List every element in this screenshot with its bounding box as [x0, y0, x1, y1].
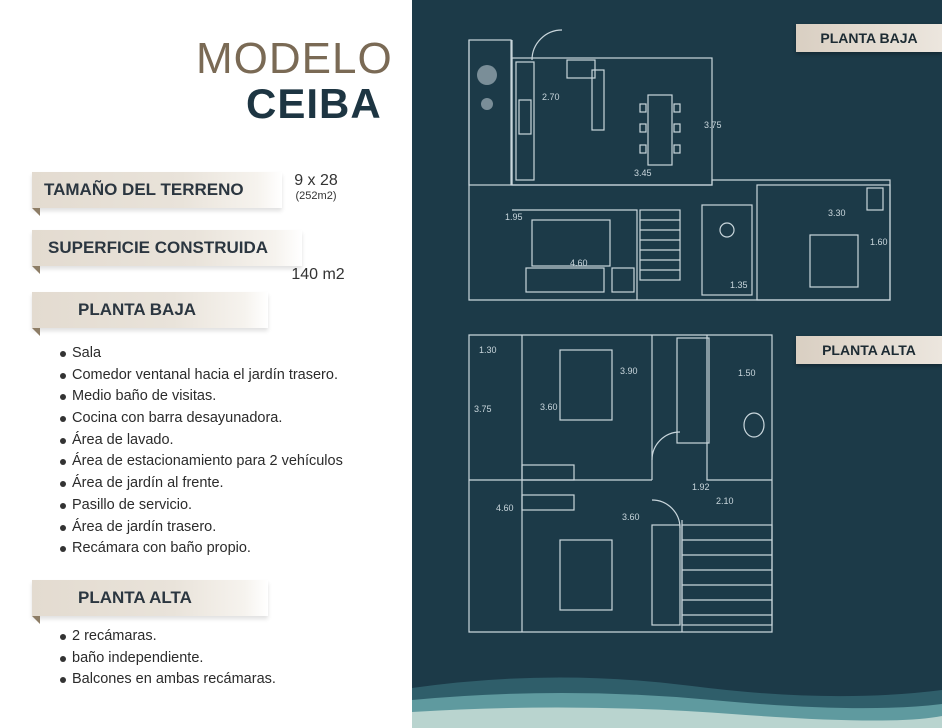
- list-item: Balcones en ambas recámaras.: [58, 669, 276, 691]
- dim-label: 1.92: [692, 482, 710, 492]
- upper-floor-list: [58, 626, 276, 691]
- dim-label: 1.60: [870, 237, 888, 247]
- desk: [867, 188, 883, 210]
- built-area-label-text: SUPERFICIE CONSTRUIDA: [48, 238, 269, 257]
- upper-toilet: [744, 413, 764, 437]
- dim-label: 1.30: [479, 345, 497, 355]
- list-item: Comedor ventanal hacia el jardín trasero.: [58, 365, 343, 387]
- list-item: Medio baño de visitas.: [58, 386, 343, 408]
- toilet: [720, 223, 734, 237]
- plant-icon: [481, 98, 493, 110]
- bed-3: [560, 350, 612, 420]
- list-item: Área de estacionamiento para 2 vehículos: [58, 451, 343, 473]
- ground-floor-heading: [32, 292, 268, 328]
- dim-label: 3.60: [622, 512, 640, 522]
- list-item: Área de lavado.: [58, 430, 343, 452]
- list-item: Área de jardín al frente.: [58, 473, 343, 495]
- kitchen-dining-area: [512, 58, 712, 185]
- dim-label: 4.60: [496, 503, 514, 513]
- closet: [677, 338, 709, 443]
- plant-icon: [477, 65, 497, 85]
- living-wall: [512, 210, 637, 300]
- floor-plans-drawing: [412, 0, 942, 728]
- upper-closet: [652, 525, 680, 625]
- ground-floor-tag: PLANTA BAJA: [796, 24, 942, 52]
- dim-label: 2.70: [542, 92, 560, 102]
- list-item: baño independiente.: [58, 648, 276, 670]
- upper-floor-heading-text: PLANTA ALTA: [78, 588, 192, 607]
- stove: [567, 60, 595, 78]
- dim-label: 1.50: [738, 368, 756, 378]
- list-item: 2 recámaras.: [58, 626, 276, 648]
- lot-size-label-text: TAMAÑO DEL TERRENO: [44, 180, 244, 199]
- model-title-line1: MODELO: [196, 34, 393, 83]
- list-item: Pasillo de servicio.: [58, 495, 343, 517]
- dim-label: 1.95: [505, 212, 523, 222]
- lot-size-value: [276, 172, 356, 202]
- breakfast-bar: [592, 70, 604, 130]
- dim-label: 3.75: [474, 404, 492, 414]
- built-area-value: 140 m2: [291, 266, 345, 283]
- dim-label: 2.10: [716, 496, 734, 506]
- ground-floor-heading-text: PLANTA BAJA: [78, 300, 197, 319]
- list-item: Sala: [58, 343, 343, 365]
- dining-table: [648, 95, 672, 165]
- floor-plans-panel: [412, 0, 942, 728]
- lot-size-label: [32, 172, 282, 208]
- dim-label: 3.45: [634, 168, 652, 178]
- list-item: Recámara con baño propio.: [58, 538, 343, 560]
- dim-label: 1.35: [730, 280, 748, 290]
- bed-2: [560, 540, 612, 610]
- bed-1: [810, 235, 858, 287]
- dim-label: 3.90: [620, 366, 638, 376]
- garden-outline: [469, 40, 511, 185]
- washer: [612, 268, 634, 292]
- built-area-label: [32, 230, 302, 266]
- sofa: [526, 268, 604, 292]
- dim-label: 3.60: [540, 402, 558, 412]
- dim-label: 3.75: [704, 120, 722, 130]
- upper-outer-wall: [469, 335, 772, 632]
- door-swing: [532, 30, 562, 60]
- info-panel: [0, 0, 412, 728]
- ground-floor-list: [58, 343, 343, 560]
- dim-label: 4.60: [570, 258, 588, 268]
- list-item: Cocina con barra desayunadora.: [58, 408, 343, 430]
- upper-floor-heading: [32, 580, 268, 616]
- lot-size-sub: (252m2): [295, 190, 337, 202]
- lot-size-main: 9 x 28: [294, 172, 338, 189]
- sink: [519, 100, 531, 134]
- decorative-waves: [412, 668, 942, 728]
- model-title-line2: CEIBA: [246, 80, 382, 127]
- dim-label: 3.30: [828, 208, 846, 218]
- list-item: Área de jardín trasero.: [58, 517, 343, 539]
- upper-floor-tag: PLANTA ALTA: [796, 336, 942, 364]
